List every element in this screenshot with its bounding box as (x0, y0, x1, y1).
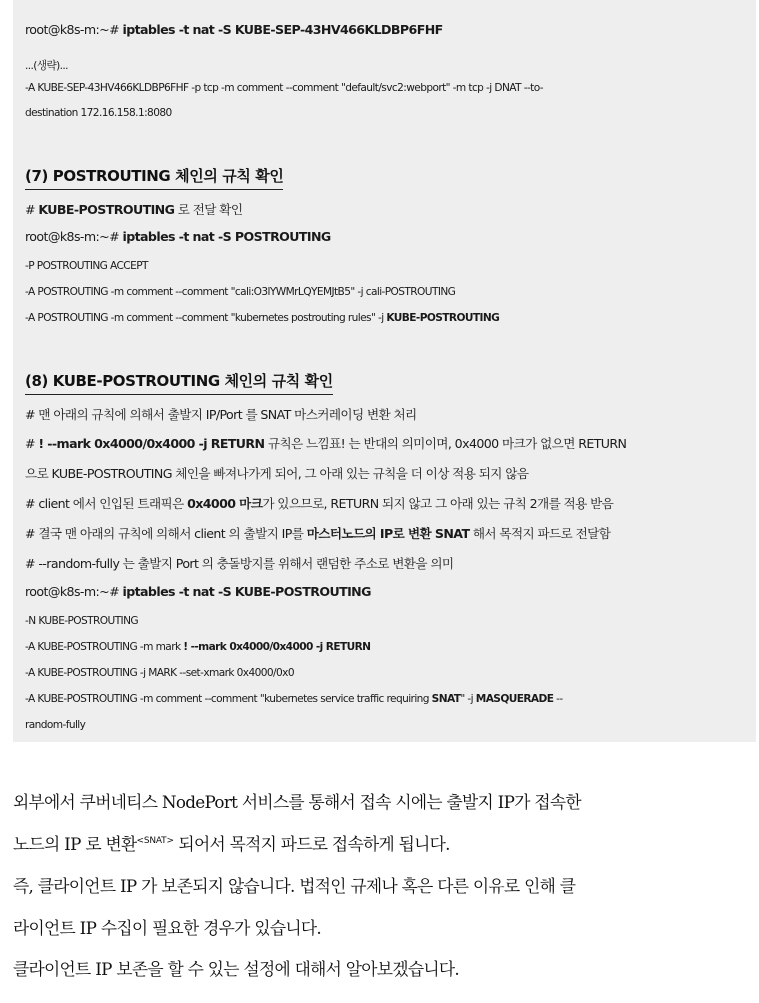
code-line: -P POSTROUTING ACCEPT (25, 260, 148, 272)
code-comment: 으로 KUBE-POSTROUTING 체인을 빠져나가게 되어, 그 아래 있는 규칙을 더 이상 적용 되지 않음 (25, 466, 529, 481)
code-line: -A KUBE-POSTROUTING -m mark ! --mark 0x4000/0x4000 -j RETURN (25, 641, 371, 653)
section-heading-8: (8) KUBE-POSTROUTING 체인의 규칙 확인 (25, 370, 333, 395)
code-line: -A POSTROUTING -m comment --comment "kubernetes postrouting rules" -j KUBE-POSTROUTING (25, 312, 500, 324)
code-comment: # ! --mark 0x4000/0x4000 -j RETURN 규칙은 느낌표! 는 반대의 의미이며, 0x4000 마크가 없으면 RETURN (25, 436, 627, 451)
code-block (13, 0, 756, 742)
body-paragraph-line: 노드의 IP 로 변환$^{<SNAT>}$ 되어서 목적지 파드로 접속하게 됩니다. (13, 834, 450, 854)
code-line: root@k8s-m:~# iptables -t nat -S KUBE-POSTROUTING (25, 584, 371, 599)
code-line: -A KUBE-POSTROUTING -j MARK --set-xmark 0x4000/0x0 (25, 667, 294, 679)
body-paragraph-line: 라이언트 IP 수집이 필요한 경우가 있습니다. (13, 918, 322, 938)
code-line: -A POSTROUTING -m comment --comment "cali:O3lYWMrLQYEMJtB5" -j cali-POSTROUTING (25, 286, 456, 298)
code-comment: # client 에서 인입된 트래픽은 0x4000 마크가 있으므로, RETURN 되지 않고 그 아래 있는 규칙 2개를 적용 받음 (25, 496, 614, 511)
code-line: ...(생략)... (25, 60, 68, 72)
code-line: root@k8s-m:~# iptables -t nat -S KUBE-SEP-43HV466KLDBP6FHF (25, 22, 443, 37)
code-comment: # --random-fully 는 출발지 Port 의 충돌방지를 위해서 랜덤한 주소로 변환을 의미 (25, 556, 454, 571)
code-line: root@k8s-m:~# iptables -t nat -S POSTROUTING (25, 229, 331, 244)
body-paragraph-line: 외부에서 쿠버네티스 NodePort 서비스를 통해서 접속 시에는 출발지 IP가 접속한 (13, 792, 581, 812)
code-line: -A KUBE-SEP-43HV466KLDBP6FHF -p tcp -m comment --comment "default/svc2:webport" -m tcp -j DNAT --to- (25, 82, 544, 94)
code-line: destination 172.16.158.1:8080 (25, 107, 172, 119)
section-heading-7: (7) POSTROUTING 체인의 규칙 확인 (25, 165, 283, 190)
code-line: -N KUBE-POSTROUTING (25, 615, 139, 627)
code-line: -A KUBE-POSTROUTING -m comment --comment "kubernetes service traffic requiring SNAT" -j MASQUERADE -- (25, 693, 563, 705)
body-paragraph-line: 클라이언트 IP 보존을 할 수 있는 설정에 대해서 알아보겠습니다. (13, 959, 459, 979)
superscript-snat: <SNAT> (136, 836, 174, 846)
code-comment: # 결국 맨 아래의 규칙에 의해서 client 의 출발지 IP를 마스터노드의 IP로 변환 SNAT 해서 목적지 파드로 전달함 (25, 526, 611, 541)
body-paragraph-line: 즉, 클라이언트 IP 가 보존되지 않습니다. 법적인 규제나 혹은 다른 이유로 인해 클 (13, 876, 576, 896)
code-line: random-fully (25, 719, 86, 731)
code-comment: # KUBE-POSTROUTING 로 전달 확인 (25, 202, 243, 217)
code-comment: # 맨 아래의 규칙에 의해서 출발지 IP/Port 를 SNAT 마스커레이딩 변환 처리 (25, 407, 417, 422)
